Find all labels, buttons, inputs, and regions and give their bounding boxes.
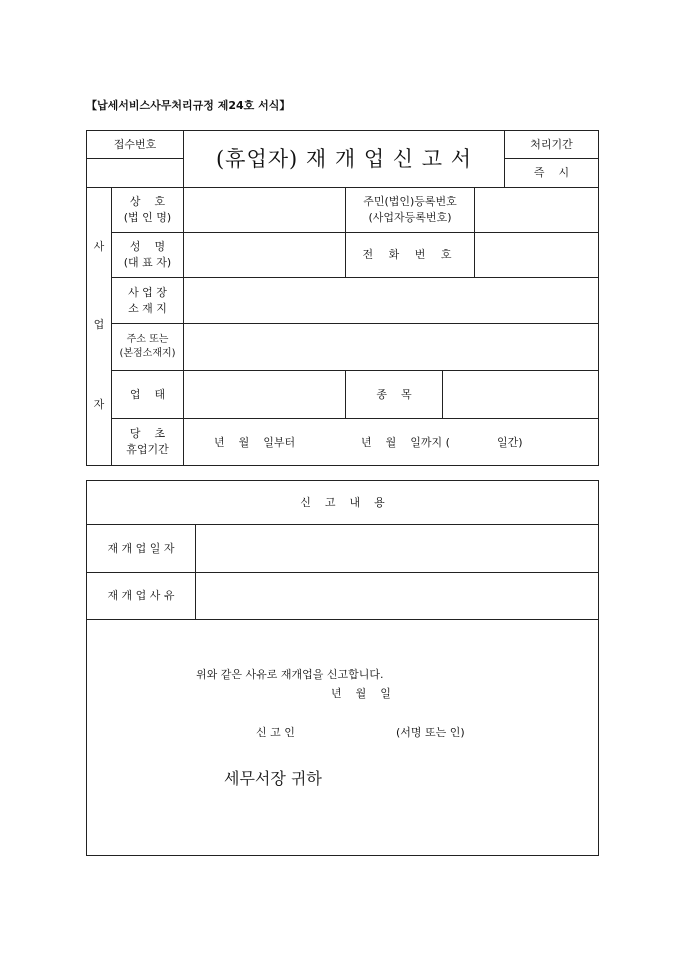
declaration-text: 위와 같은 사유로 재개업을 신고합니다. bbox=[196, 668, 384, 681]
address-field[interactable] bbox=[184, 324, 598, 370]
rep-name-label-line1: 성 명 bbox=[129, 240, 166, 254]
biz-location-label-line2: 소 재 지 bbox=[128, 301, 167, 315]
addressee: 세무서장 귀하 bbox=[224, 769, 322, 788]
company-name-field[interactable] bbox=[184, 188, 345, 232]
closure-period-label-line2: 휴업기간 bbox=[126, 443, 169, 456]
closure-period-to: 년 월 일까지 ( bbox=[361, 436, 450, 449]
regulation-header: 【납세서비스사무처리규정 제24호 서식】 bbox=[86, 99, 291, 112]
item-label: 종 목 bbox=[376, 387, 412, 401]
reporter-label: 신 고 인 bbox=[256, 726, 295, 739]
phone-field[interactable] bbox=[475, 233, 598, 277]
company-name-label-line2: (법 인 명) bbox=[123, 211, 172, 224]
address-label bbox=[112, 324, 183, 370]
declaration-date[interactable]: 년 월 일 bbox=[331, 687, 391, 700]
address-label-line2: (본점소재지) bbox=[119, 348, 176, 359]
receipt-no-label: 접수번호 bbox=[113, 137, 157, 151]
reopen-date-label: 재 개 업 일 자 bbox=[107, 541, 175, 555]
closure-period-label bbox=[112, 419, 183, 465]
form-title: (휴업자) 재 개 업 신 고 서 bbox=[215, 146, 472, 171]
processing-period-label: 처리기간 bbox=[530, 137, 573, 151]
address-label-line1: 주소 또는 bbox=[126, 333, 169, 345]
reg-no-field[interactable] bbox=[475, 188, 598, 232]
reopen-reason-field[interactable] bbox=[196, 573, 598, 619]
closure-period-from: 년 월 일부터 bbox=[214, 436, 296, 449]
rep-name-label-line2: (대 표 자) bbox=[123, 256, 172, 269]
receipt-no-field[interactable] bbox=[87, 159, 183, 187]
side-label-ja: 자 bbox=[93, 398, 105, 412]
rep-name-field[interactable] bbox=[184, 233, 345, 277]
rep-name-label bbox=[112, 233, 183, 277]
signature-note: (서명 또는 인) bbox=[396, 726, 465, 739]
closure-period-days: 일간) bbox=[497, 436, 523, 449]
biz-location-label bbox=[112, 278, 183, 323]
processing-period-value: 즉 시 bbox=[533, 166, 570, 180]
company-name-label-line1: 상 호 bbox=[129, 195, 166, 209]
side-label-sa: 사 bbox=[93, 240, 105, 254]
reg-no-label-line1: 주민(법인)등록번호 bbox=[363, 195, 457, 209]
reg-no-label bbox=[346, 188, 474, 232]
reopen-date-field[interactable] bbox=[196, 525, 598, 572]
phone-label: 전 화 번 호 bbox=[362, 248, 458, 262]
item-field[interactable] bbox=[443, 371, 598, 418]
biz-location-field[interactable] bbox=[184, 278, 598, 323]
company-name-label bbox=[112, 188, 183, 232]
biz-type-field[interactable] bbox=[184, 371, 345, 418]
closure-period-label-line1: 당 초 bbox=[129, 427, 166, 441]
reg-no-label-line2: (사업자등록번호) bbox=[368, 211, 452, 224]
biz-type-label: 업 태 bbox=[129, 387, 166, 401]
reopen-reason-label: 재 개 업 사 유 bbox=[107, 589, 175, 603]
biz-location-label-line1: 사 업 장 bbox=[128, 285, 167, 299]
side-label-eop: 업 bbox=[93, 318, 105, 332]
closure-period-field[interactable] bbox=[184, 419, 598, 465]
reporter-signature-field[interactable] bbox=[310, 720, 390, 740]
section-title: 신 고 내 용 bbox=[300, 495, 385, 509]
